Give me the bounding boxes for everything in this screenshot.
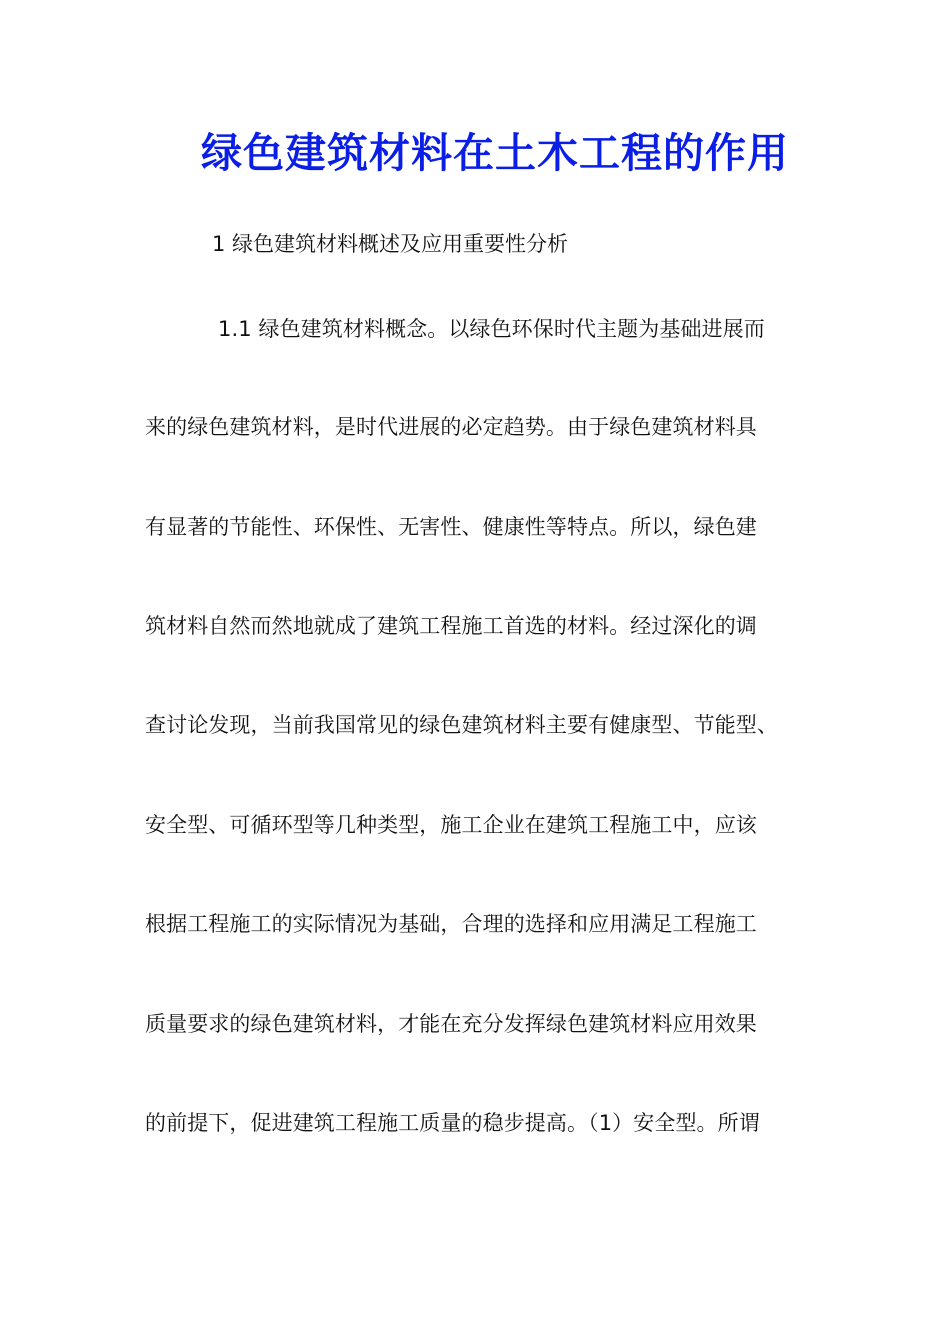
paragraph-line: 筑材料自然而然地就成了建筑工程施工首选的材料。经过深化的调 [145, 614, 757, 638]
paragraph-line: 质量要求的绿色建筑材料，才能在充分发挥绿色建筑材料应用效果 [145, 1012, 757, 1036]
paragraph-line: 根据工程施工的实际情况为基础，合理的选择和应用满足工程施工 [145, 912, 757, 936]
paragraph-line: 的前提下，促进建筑工程施工质量的稳步提高。（1）安全型。所谓 [145, 1111, 760, 1135]
paragraph-line: 来的绿色建筑材料，是时代进展的必定趋势。由于绿色建筑材料具 [145, 415, 757, 439]
paragraph-line: 有显著的节能性、环保性、无害性、健康性等特点。所以，绿色建 [145, 515, 757, 539]
paragraph-line: 1.1 绿色建筑材料概念。以绿色环保时代主题为基础进展而 [218, 317, 765, 341]
paragraph-line: 查讨论发现，当前我国常见的绿色建筑材料主要有健康型、节能型、 [145, 713, 778, 737]
section-heading: 1 绿色建筑材料概述及应用重要性分析 [212, 232, 569, 256]
paragraph-line: 安全型、可循环型等几种类型，施工企业在建筑工程施工中，应该 [145, 813, 757, 837]
document-title: 绿色建筑材料在土木工程的作用 [201, 129, 789, 177]
